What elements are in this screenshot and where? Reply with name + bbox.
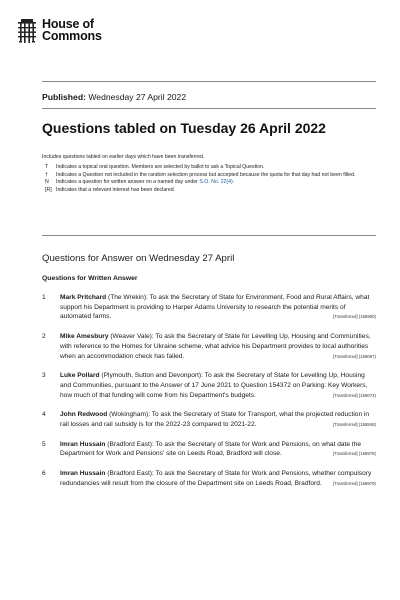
question-member: Mark Pritchard [60,294,107,301]
question-member: John Redwood [60,411,108,419]
legend-symbol: [R] [45,186,52,193]
question-number: 6 [42,470,46,478]
legend-text-wrapper [56,179,376,187]
question-number: 3 [42,372,46,380]
question-number: 4 [42,411,46,419]
legend-item [42,164,376,172]
question-number: 2 [42,333,46,341]
question-item [42,440,376,459]
logo-line-1: House of [42,17,94,31]
question-body [60,440,376,459]
question-item [42,293,376,322]
question-body [60,293,376,322]
question-text: To ask the Secretary of State for Levelling Up, Housing and Communities, pursuant to the Answer of 17 June 2021 to Question 154372 on Parking: Key Workers, how much of that funding will come from his Department's budgets. [60,372,368,399]
section-heading: Questions for Answer on Wednesday 27 April [42,253,235,264]
intro-text: Includes questions tabled on earlier days which have been transferred. [42,154,205,160]
legend-symbol: N [45,179,49,186]
question-member: Luke Pollard [60,372,100,380]
question-number: 1 [42,294,46,301]
symbol-legend [42,164,376,194]
house-of-commons-logo [18,18,102,45]
question-tag: [Transferred] (158848) [333,422,376,428]
divider-published [42,108,376,109]
question-constituency: (Wokingham): [109,411,151,419]
legend-text: Indicates a Question not included in the random selection process but accepted because the quota for that day had not been filled. [56,171,356,178]
question-tag: [Transferred] (159067) [333,353,376,359]
question-constituency: (Bradford East): [107,470,154,478]
legend-symbol: † [45,171,48,178]
question-body [60,332,376,361]
legend-text-end: . [232,179,235,186]
question-text: To ask the Secretary of State for Transport, what the projected reduction in rail losses and rail subsidy is for the 2022-23 compared to 2021-22. [60,411,370,429]
question-constituency: (Bradford East): [107,440,154,448]
question-item [42,410,376,429]
question-item [42,469,376,488]
page-title: Questions tabled on Tuesday 26 April 2022 [42,120,326,136]
legend-text: Indicates a topical oral question. Members are selected by ballot to ask a Topical Question. [56,164,265,170]
question-tag: [Transferred] (158900) [333,314,376,320]
legend-symbol: T [45,164,49,170]
legend-item [42,187,376,195]
question-number: 5 [42,440,46,448]
question-member: Imran Hussain [60,440,106,448]
question-member: Imran Hussain [60,470,106,478]
question-body [60,371,376,400]
legend-item [42,179,376,187]
question-text: To ask the Secretary of State for Environment, Food and Rural Affairs, what support his Department is providing to Harper Adams University to research the potential merits of automated farms. [60,294,370,321]
question-text: To ask the Secretary of State for Work and Pensions, on what date the Department for Work and Pensions' site on Leeds Road, Bradford will close. [60,440,362,458]
question-item [42,332,376,361]
question-tag: [Transferred] (159073) [333,392,376,398]
logo-line-2: Commons [42,29,102,43]
published-label: Published: [42,92,86,102]
logo-wordmark [42,18,102,42]
question-body [60,469,376,488]
question-list [42,293,376,489]
question-constituency: (Weaver Vale): [110,333,154,341]
divider-legend [42,235,376,236]
standing-order-link[interactable]: S.O. No. 22(4) [199,179,233,186]
published-line [42,92,186,102]
published-date: Wednesday 27 April 2022 [88,92,187,102]
question-tag: [Transferred] (158978) [333,451,376,457]
question-constituency: (The Wrekin): [108,294,148,301]
legend-text: Indicates that a relevant interest has been declared. [56,186,176,193]
legend-text: Indicates a question for written answer on a named day under [56,179,200,186]
legend-item [42,172,376,180]
question-text: To ask the Secretary of State for Work and Pensions, whether compulsory redundancies will result from the closure of the Department site on Leeds Road, Bradford. [60,470,372,487]
question-item [42,371,376,400]
divider-top [42,81,376,82]
portcullis-icon [18,19,36,45]
question-text: To ask the Secretary of State for Levelling Up, Housing and Communities, with reference to the Homes for Ukraine scheme, what advice his Department provides to local authorities when an accommodation check has failed. [60,333,371,360]
question-tag: [Transferred] (158979) [333,480,376,486]
question-body [60,410,376,429]
sub-heading: Questions for Written Answer [42,275,138,282]
question-constituency: (Plymouth, Sutton and Devonport): [101,372,203,380]
question-member: Mike Amesbury [60,333,109,341]
